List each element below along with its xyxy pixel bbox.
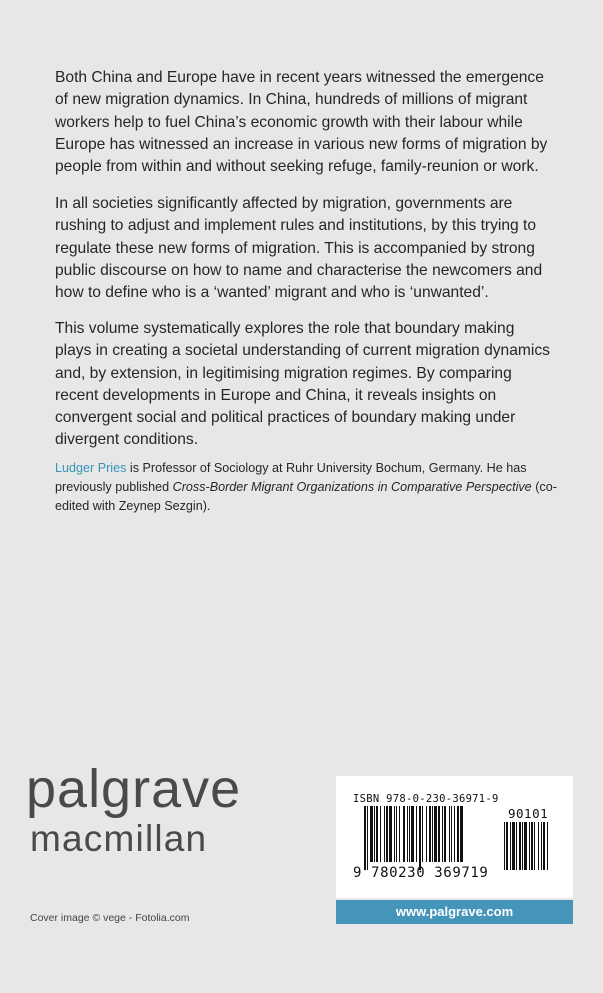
- barcode-addon-bar: [538, 822, 539, 870]
- author-bio: [55, 459, 565, 516]
- barcode-bar: [426, 806, 427, 862]
- barcode-addon-bar: [534, 822, 535, 870]
- barcode-bar: [367, 806, 368, 870]
- barcode-addon-bar: [516, 822, 517, 870]
- barcode-bar: [457, 806, 459, 862]
- barcode-addon: 90101: [508, 806, 549, 821]
- barcode-addon-bar: [506, 822, 508, 870]
- isbn-label: ISBN 978-0-230-36971-9: [353, 793, 499, 805]
- barcode-addon-bar: [529, 822, 530, 870]
- bio-text-b: (co-edited with Zeynep Sezgin).: [55, 480, 557, 513]
- barcode-bar: [416, 806, 417, 862]
- barcode-addon-bar: [510, 822, 511, 870]
- logo-palgrave: palgrave: [26, 759, 242, 819]
- blurb-paragraph-2: In all societies significantly affected by migration, governments are rushing to adjust and implement rules and institutions, by this trying to regulate these new forms of migration. This is accompanied by strong public discourse on how to name and characterise the newcomers and how to define who is a ‘wanted’ migrant and who is ‘unwanted’.: [55, 195, 543, 302]
- barcode-bar: [434, 806, 437, 862]
- blurb-paragraph-3: This volume systematically explores the role that boundary making plays in creating a societal understanding of current migration dynamics and, by extension, in legitimising migration regimes. By comparing recent developments in Europe and China, it reveals insights on convergent social and political practices of boundary making under divergent conditions.: [55, 320, 550, 449]
- barcode-bar: [411, 806, 414, 862]
- barcode-bar: [460, 806, 463, 862]
- blurb-paragraph-1: Both China and Europe have in recent years witnessed the emergence of new migration dynamics. In China, hundreds of millions of migrant workers help to fuel China’s economic growth with their labour while Europe has witnessed an increase in various new forms of migration by people from within and without seeking refuge, family-reunion or work.: [55, 69, 548, 176]
- barcode-bar: [444, 806, 446, 862]
- barcode-bar: [449, 806, 450, 862]
- barcode-bar: [384, 806, 385, 862]
- bio-text-a: is Professor of Sociology at Ruhr University Bochum, Germany. He has previously published: [55, 461, 527, 494]
- barcode-bar: [438, 806, 440, 862]
- barcode-bar: [370, 806, 373, 862]
- barcode-bar: [407, 806, 408, 862]
- barcode-bar: [399, 806, 400, 862]
- barcode-bar: [422, 806, 423, 862]
- barcode-addon-bar: [543, 822, 545, 870]
- barcode-addon-bar: [541, 822, 542, 870]
- barcode-addon-bar: [519, 822, 521, 870]
- barcode-bar: [396, 806, 397, 862]
- barcode-bar: [386, 806, 388, 862]
- barcode-bar: [429, 806, 431, 862]
- publisher-url[interactable]: www.palgrave.com: [336, 900, 573, 924]
- barcode-addon-bar: [524, 822, 527, 870]
- barcode-bar: [364, 806, 366, 870]
- barcode-addon-bar: [531, 822, 533, 870]
- barcode-digits: 9 780230 369719: [353, 865, 489, 881]
- barcode-addon-bar: [547, 822, 548, 870]
- barcode-bar: [454, 806, 455, 862]
- barcode-addon-bar: [504, 822, 505, 870]
- barcode-bar: [394, 806, 395, 862]
- barcode-addon-bar: [522, 822, 523, 870]
- barcode-bar: [389, 806, 392, 862]
- barcode-bar: [442, 806, 443, 862]
- barcode: [336, 776, 573, 898]
- barcode-bar: [380, 806, 381, 862]
- barcode-bar: [419, 806, 421, 870]
- barcode-bar: [376, 806, 378, 862]
- barcode-bar: [403, 806, 405, 862]
- publisher-logo: [26, 759, 242, 859]
- book-title: Cross-Border Migrant Organizations in Comparative Perspective: [172, 480, 532, 494]
- cover-image-credit: Cover image © vege - Fotolia.com: [30, 912, 190, 924]
- barcode-bar: [432, 806, 433, 862]
- barcode-bar: [409, 806, 410, 862]
- author-name: Ludger Pries: [55, 461, 127, 475]
- barcode-addon-bar: [512, 822, 515, 870]
- barcode-bar: [374, 806, 375, 862]
- barcode-bar: [451, 806, 452, 862]
- logo-macmillan: macmillan: [30, 818, 208, 859]
